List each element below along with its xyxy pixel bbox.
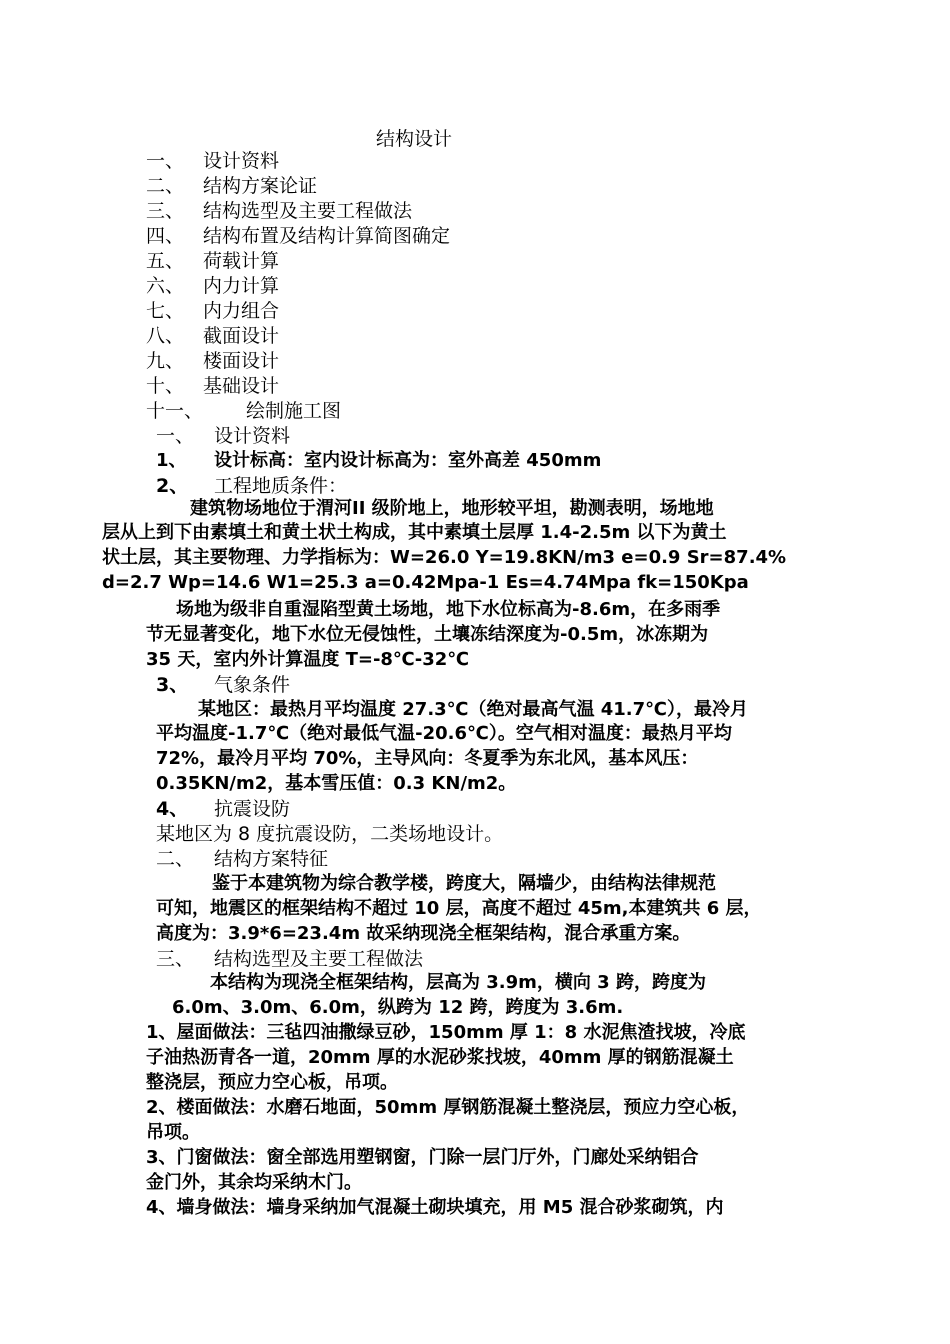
toc-number: 六、 — [146, 275, 185, 297]
toc-label: 内力计算 — [203, 275, 280, 297]
paragraph-line: 某地区为 8 度抗震设防，二类场地设计。 — [156, 823, 504, 845]
paragraph-line: 高度为：3.9*6=23.4m 故采纳现浇全框架结构，混合承重方案。 — [156, 923, 691, 944]
paragraph-line: 某地区：最热月平均温度 27.3℃（绝对最高气温 41.7℃），最冷月 — [198, 699, 748, 720]
toc-number: 一、 — [146, 150, 185, 172]
toc-label: 结构选型及主要工程做法 — [203, 200, 413, 222]
paragraph-line: 0.35KN/m2，基本雪压值：0.3 KN/m2。 — [156, 773, 517, 794]
paragraph-line: 层从上到下由素填土和黄土状土构成，其中素填土层厚 1.4-2.5m 以下为黄土 — [102, 522, 727, 543]
toc-item — [146, 299, 450, 324]
subsection-number: 1、 — [156, 450, 187, 471]
toc-label: 结构方案论证 — [203, 175, 318, 197]
section-number: 二、 — [156, 848, 195, 870]
toc-number: 十、 — [146, 375, 185, 397]
toc-number: 四、 — [146, 225, 185, 247]
toc-number: 九、 — [146, 350, 185, 372]
table-of-contents — [146, 149, 450, 424]
paragraph-line: 本结构为现浇全框架结构，层高为 3.9m，横向 3 跨，跨度为 — [210, 972, 706, 993]
toc-item — [146, 149, 450, 174]
paragraph-line: 子油热沥青各一道，20mm 厚的水泥砂浆找坡，40mm 厚的钢筋混凝土 — [146, 1047, 734, 1068]
toc-label: 结构布置及结构计算简图确定 — [203, 225, 451, 247]
toc-label: 基础设计 — [203, 375, 280, 397]
toc-label: 内力组合 — [203, 300, 280, 322]
toc-number: 三、 — [146, 200, 185, 222]
subsection-number: 3、 — [156, 674, 189, 696]
paragraph-line: 4、墙身做法：墙身采纳加气混凝土砌块填充，用 M5 混合砂浆砌筑，内 — [146, 1197, 724, 1218]
toc-item — [146, 324, 450, 349]
paragraph-line: 2、楼面做法：水磨石地面，50mm 厚钢筋混凝土整浇层，预应力空心板， — [146, 1097, 750, 1118]
section-heading — [156, 847, 328, 871]
toc-label: 截面设计 — [203, 325, 280, 347]
section-heading — [156, 947, 423, 971]
toc-item — [146, 224, 450, 249]
section-title: 结构选型及主要工程做法 — [214, 948, 424, 970]
subsection-number: 2、 — [156, 475, 189, 497]
toc-item — [146, 374, 450, 399]
toc-item — [146, 274, 450, 299]
paragraph-line: 6.0m、3.0m、6.0m，纵跨为 12 跨，跨度为 3.6m. — [172, 997, 624, 1018]
paragraph-line: 3、门窗做法：窗全部选用塑钢窗，门除一层门厅外，门廊处采纳铝合 — [146, 1147, 699, 1168]
toc-label: 楼面设计 — [203, 350, 280, 372]
subsection-title: 抗震设防 — [214, 798, 291, 820]
section-title: 结构方案特征 — [214, 848, 329, 870]
toc-number: 七、 — [146, 300, 185, 322]
subsection-heading — [156, 474, 347, 498]
paragraph-line: 可知，地震区的框架结构不超过 10 层，高度不超过 45m,本建筑共 6 层， — [156, 898, 762, 919]
toc-number: 十一、 — [146, 400, 204, 422]
toc-item — [146, 199, 450, 224]
toc-item — [146, 399, 450, 424]
subsection-title: 工程地质条件： — [214, 475, 348, 497]
paragraph-line: 平均温度-1.7℃（绝对最低气温-20.6℃）。空气相对温度：最热月平均 — [156, 723, 732, 744]
toc-number: 八、 — [146, 325, 185, 347]
section-number: 一、 — [156, 425, 195, 447]
paragraph-line: 整浇层，预应力空心板，吊项。 — [146, 1072, 398, 1093]
paragraph-line: 金门外，其余均采纳木门。 — [146, 1172, 362, 1193]
toc-item — [146, 174, 450, 199]
paragraph-line: 吊项。 — [146, 1122, 200, 1143]
paragraph-line: 建筑物场地位于渭河II 级阶地上，地形较平坦，勘测表明，场地地 — [190, 498, 714, 519]
paragraph-line: d=2.7 Wp=14.6 W1=25.3 a=0.42Mpa-1 Es=4.74Mpa fk=150Kpa — [102, 572, 749, 593]
section-heading — [156, 424, 290, 448]
toc-label: 荷载计算 — [203, 250, 280, 272]
subsection-title: 气象条件 — [214, 674, 291, 696]
toc-item — [146, 349, 450, 374]
subsection-heading — [156, 673, 290, 697]
paragraph-line: 状土层，其主要物理、力学指标为：W=26.0 Y=19.8KN/m3 e=0.9 Sr=87.4% — [102, 547, 787, 568]
subsection-number: 4、 — [156, 798, 189, 820]
subsection-heading — [156, 797, 290, 821]
paragraph-line: 35 天，室内外计算温度 T=-8℃-32℃ — [146, 649, 470, 670]
paragraph-line: 节无显著变化，地下水位无侵蚀性，土壤冻结深度为-0.5m，冰冻期为 — [146, 624, 709, 645]
page-title: 结构设计 — [376, 128, 453, 150]
toc-label: 绘制施工图 — [246, 400, 342, 422]
paragraph-line: 72%，最冷月平均 70%，主导风向：冬夏季为东北风，基本风压： — [156, 748, 699, 769]
toc-label: 设计资料 — [203, 150, 280, 172]
toc-item — [146, 249, 450, 274]
subsection-text: 设计标高：室内设计标高为：室外高差 450mm — [214, 450, 602, 471]
paragraph-line: 场地为级非自重湿陷型黄土场地，地下水位标高为-8.6m，在多雨季 — [176, 599, 721, 620]
toc-number: 五、 — [146, 250, 185, 272]
section-number: 三、 — [156, 948, 195, 970]
section-title: 设计资料 — [214, 425, 291, 447]
paragraph-line: 1、屋面做法：三毡四油撒绿豆砂，150mm 厚 1：8 水泥焦渣找坡，冷底 — [146, 1022, 746, 1043]
paragraph-line: 鉴于本建筑物为综合教学楼，跨度大，隔墙少，由结构法律规范 — [212, 873, 716, 894]
subsection-line — [156, 449, 601, 473]
toc-number: 二、 — [146, 175, 185, 197]
